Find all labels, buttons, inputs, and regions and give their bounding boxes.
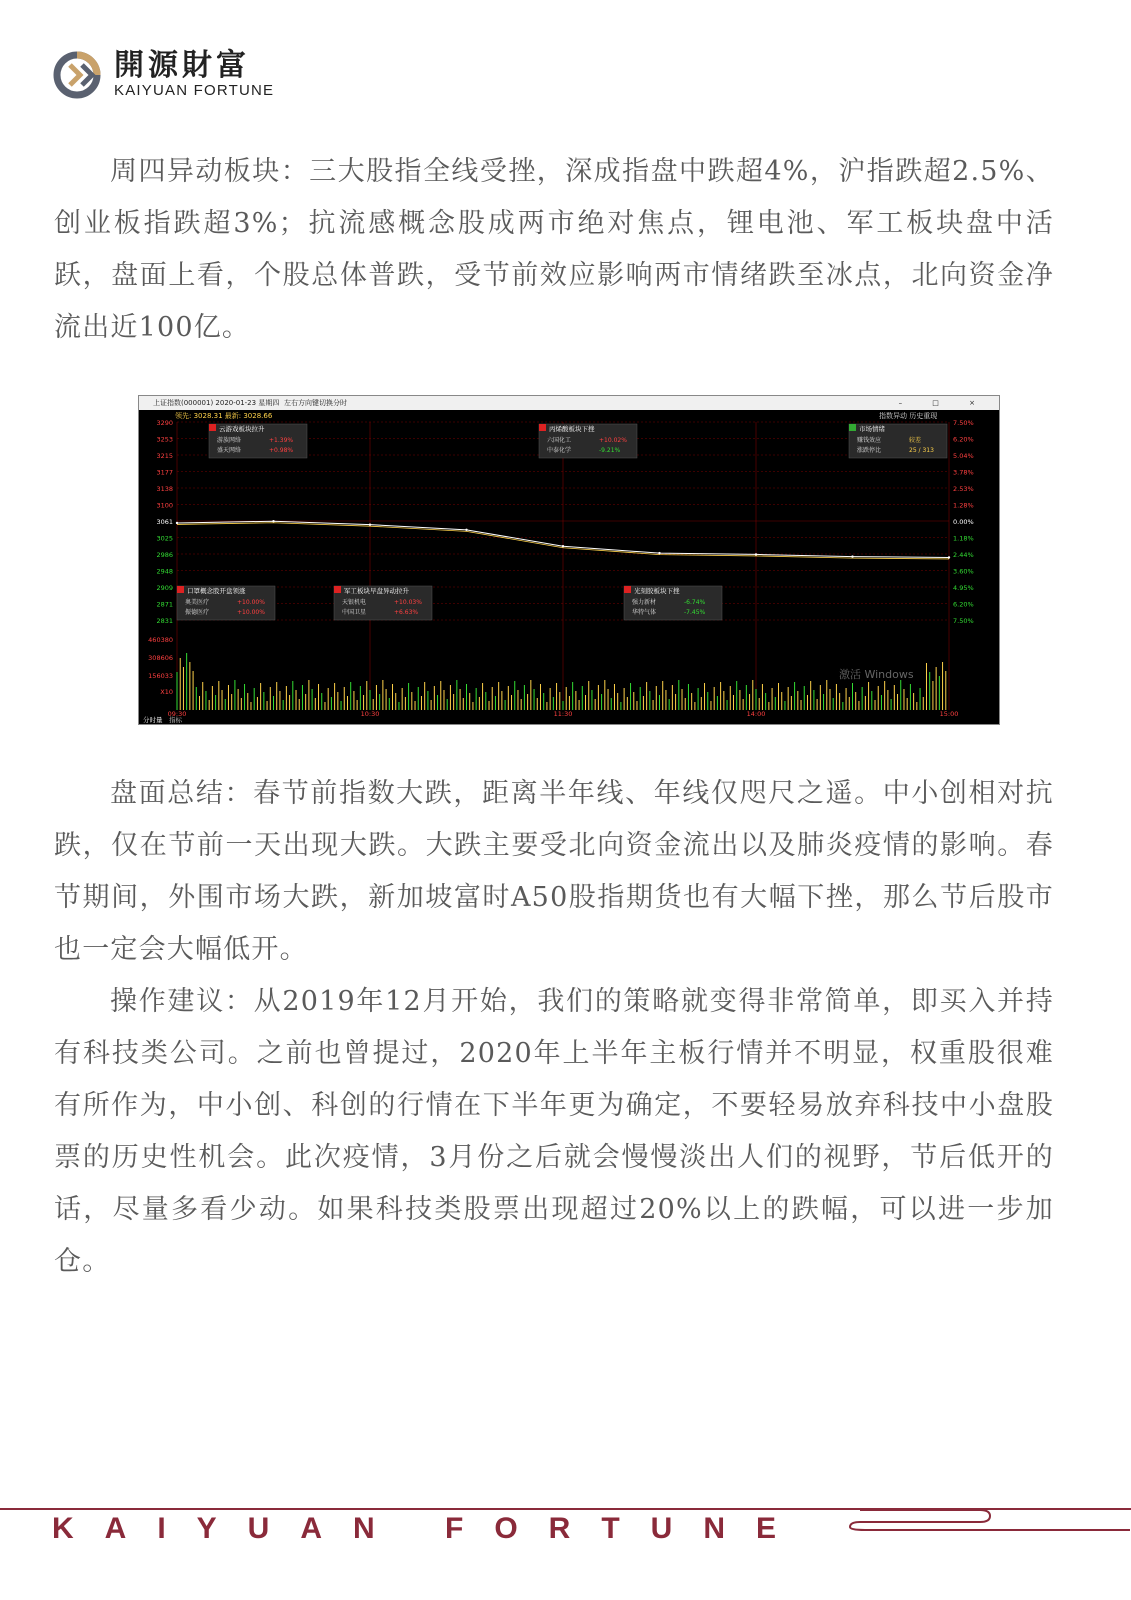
index-intraday-chart — [138, 395, 1000, 725]
price-point — [176, 522, 178, 524]
price-point — [755, 553, 757, 555]
popup-stock-change: +0.98% — [269, 447, 294, 454]
price-point — [272, 520, 274, 522]
chart-window-title: 上证指数(000001) 2020-01-23 星期四 — [153, 399, 280, 407]
popup-title: 丙烯酸板块下挫 — [549, 425, 595, 433]
popup-marker-icon — [849, 424, 856, 431]
bottom-tab-volume: 分时量 — [143, 716, 163, 724]
bottom-tab-indicator: 指标 — [169, 716, 182, 724]
popup-marker-icon — [334, 586, 341, 593]
popup-stock-name: 华特气体 — [632, 609, 657, 616]
chart-status-line: 领先: 3028.31 最新: 3028.66 — [175, 412, 273, 420]
logo-english-name: KAIYUAN FORTUNE — [114, 82, 275, 99]
kaiyuan-logo-icon — [52, 50, 102, 100]
popup-stock-name: 游族网络 — [217, 437, 242, 444]
popup-stock-change: +1.39% — [269, 437, 294, 444]
logo-chinese-name: 開源財富 — [114, 48, 250, 83]
footer-brand-text: KAIYUAN FORTUNE — [52, 1512, 807, 1545]
popup-stock-change: +10.00% — [237, 609, 265, 616]
popup-stock-name: 奥美医疗 — [185, 599, 210, 606]
price-point — [851, 555, 853, 557]
y-tick-label-right: 3.60% — [953, 567, 974, 576]
popup-stock-change: -7.45% — [684, 609, 706, 616]
popup-stock-name: 涨跌停比 — [857, 447, 882, 454]
chart-window-titlebar — [139, 396, 999, 410]
y-tick-label-right: 0.00% — [953, 518, 974, 526]
y-tick-label-left: 2909 — [156, 584, 173, 592]
popup-stock-change: +6.63% — [394, 609, 419, 616]
popup-stock-change: -9.21% — [599, 447, 621, 454]
popup-stock-name: 六国化工 — [547, 437, 572, 444]
popup-stock-change: +10.02% — [599, 437, 627, 444]
popup-stock-name: 中泰化学 — [547, 447, 572, 454]
chart-top-right-links: 指数异动 历史重现 — [879, 412, 938, 420]
x-tick-label: 09:30 — [167, 710, 187, 718]
paragraph-operation-advice: 操作建议：从2019年12月开始，我们的策略就变得非常简单，即买入并持有科技类公司。之前也曾提过，2020年上半年主板行情并不明显，权重股很难有所作为，中小创、科创的行情在下半年更为确定，不要轻易放弃科技中小盘股票的历史性机会。此次疫情，3月份之后就会慢慢淡出人们的视野，节后低开的话，尽量多看少动。如果科技类股票出现超过20%以上的跌幅，可以进一步加仓。 — [54, 986, 1054, 1277]
y-tick-label-left: 2986 — [156, 551, 173, 559]
popup-stock-name: 赚钱效应 — [857, 437, 882, 444]
y-tick-label-right: 6.20% — [953, 435, 974, 444]
footer-decoration-icon — [840, 1502, 1130, 1532]
y-tick-label-right: 2.53% — [953, 485, 974, 493]
popup-stock-name: 强力新材 — [632, 599, 657, 606]
popup-marker-icon — [209, 424, 216, 431]
y-tick-label-left: 3025 — [156, 534, 173, 543]
x-tick-label: 11:30 — [553, 710, 573, 718]
popup-stock-change: +10.03% — [394, 599, 422, 606]
popup-stock-change: +10.00% — [237, 599, 265, 606]
popup-stock-name: 盛天网络 — [217, 447, 242, 454]
popup-stock-change: -6.74% — [684, 599, 706, 606]
volume-axis-label: 308606 — [148, 654, 173, 662]
volume-axis-label: 156033 — [148, 672, 173, 680]
y-tick-label-left: 2948 — [156, 567, 173, 576]
y-tick-label-left: 2831 — [156, 617, 173, 625]
y-tick-label-right: 1.18% — [953, 534, 974, 543]
popup-stock-name: 振德医疗 — [185, 609, 210, 616]
popup-title: 军工板块早盘异动拉升 — [344, 587, 409, 595]
volume-axis-label: X10 — [160, 688, 173, 696]
popup-title: 市场情绪 — [859, 425, 885, 433]
y-tick-label-right: 3.78% — [953, 468, 974, 477]
chart-canvas — [139, 410, 999, 724]
y-tick-label-left: 3177 — [156, 468, 173, 477]
popup-stock-name: 中国卫星 — [342, 609, 367, 616]
chart-window-hint: 左右方向键切换分时 — [284, 399, 347, 407]
paragraph-market-summary: 盘面总结：春节前指数大跌，距离半年线、年线仅咫尺之遥。中小创相对抗跌，仅在节前一天出现大跌。大跌主要受北向资金流出以及肺炎疫情的影响。春节期间，外围市场大跌，新加坡富时A50股指期货也有大幅下挫，那么节后股市也一定会大幅低开。 — [54, 778, 1054, 965]
popup-marker-icon — [624, 586, 631, 593]
y-tick-label-left: 3138 — [156, 485, 173, 493]
popup-title: 云游戏板块拉升 — [219, 425, 265, 433]
window-control-buttons[interactable]: – □ × — [898, 399, 989, 407]
price-point — [562, 545, 564, 547]
windows-watermark: 激活 Windows — [839, 668, 914, 681]
popup-title: 口罩概念股开盘领涨 — [187, 587, 246, 595]
y-tick-label-left: 3061 — [156, 518, 173, 526]
brand-logo — [52, 50, 274, 100]
popup-marker-icon — [177, 586, 184, 593]
y-tick-label-right: 5.04% — [953, 452, 974, 460]
y-tick-label-right: 1.28% — [953, 501, 974, 510]
popup-stock-change: 25 / 313 — [909, 447, 934, 454]
y-tick-label-left: 3290 — [156, 419, 173, 427]
popup-stock-change: 较差 — [909, 437, 922, 444]
y-tick-label-right: 7.50% — [953, 617, 974, 625]
x-tick-label: 14:00 — [746, 710, 766, 718]
y-tick-label-left: 2871 — [156, 600, 173, 609]
x-tick-label: 10:30 — [360, 710, 380, 718]
volume-axis-label: 460380 — [148, 636, 173, 644]
x-tick-label: 15:00 — [939, 710, 959, 718]
y-tick-label-right: 4.95% — [953, 584, 974, 592]
popup-stock-name: 天银机电 — [342, 599, 367, 606]
paragraph-market-movers: 周四异动板块：三大股指全线受挫，深成指盘中跌超4%，沪指跌超2.5%、创业板指跌超3%；抗流感概念股成两市绝对焦点，锂电池、军工板块盘中活跃，盘面上看，个股总体普跌，受节前效应影响两市情绪跌至冰点，北向资金净流出近100亿。 — [54, 156, 1054, 343]
y-tick-label-right: 6.20% — [953, 600, 974, 609]
y-tick-label-right: 7.50% — [953, 419, 974, 427]
price-point — [658, 552, 660, 554]
price-point — [369, 523, 371, 525]
y-tick-label-left: 3253 — [156, 435, 173, 444]
price-point — [465, 529, 467, 531]
popup-title: 光刻胶板块下挫 — [634, 587, 680, 595]
y-tick-label-right: 2.44% — [953, 551, 974, 559]
popup-marker-icon — [539, 424, 546, 431]
y-tick-label-left: 3100 — [156, 501, 173, 510]
price-point — [948, 556, 950, 558]
y-tick-label-left: 3215 — [156, 452, 173, 460]
